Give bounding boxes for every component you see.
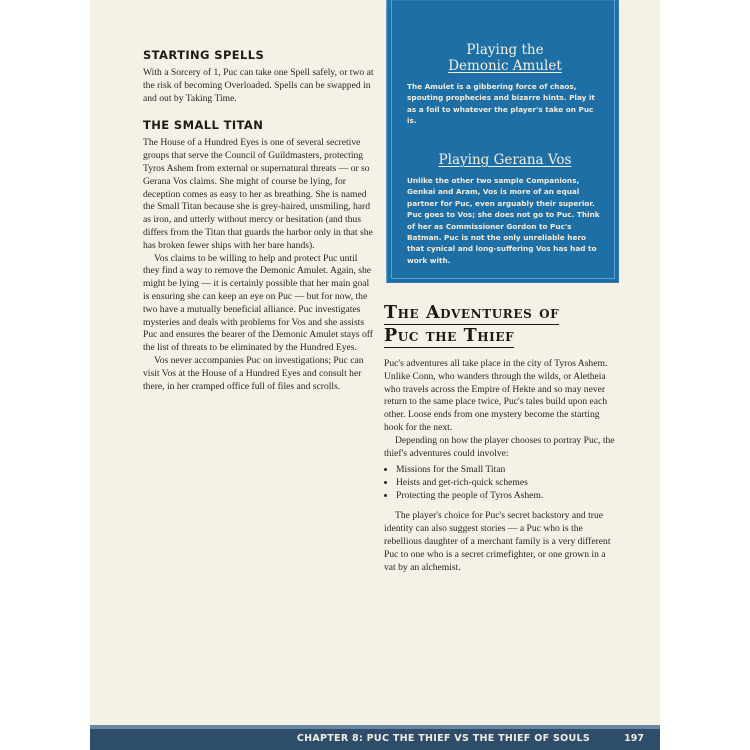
- page-number: 197: [624, 733, 644, 744]
- starting-spells-paragraph: With a Sorcery of 1, Puc can take one Spell safely, or two at the risk of becoming Overloaded. Spells can be swapped in and out by Taking Time.: [143, 67, 374, 104]
- adventures-intro: Puc's adventures all take place in the city of Tyros Ashem. Unlike Conn, who wanders through the wilds, or Aletheia who travels across the Empire of Hekte and so may never return to the same place twice, Puc's tales build upon each other. Loose ends from one mystery become the starting hook for the next.: [384, 358, 608, 433]
- chapter-title: CHAPTER 8: PUC THE THIEF VS THE THIEF OF SOULS: [296, 733, 590, 744]
- small-titan-paragraph-3: Vos never accompanies Puc on investigations; Puc can visit Vos at the House of a Hundred Eyes and consult her there, in her cramped office full of files and scrolls.: [143, 354, 364, 392]
- small-titan-paragraph-1: The House of a Hundred Eyes is one of several secretive groups that serve the Council of Guildmasters, protecting Tyros Ashem from external or supernatural threats — or so Gerana Vos claims. She might of course be lying, for deception comes as easy to her as breathing. She is named the Small Titan because she is grey-haired, unsmiling, hard as iron, and utterly without mercy or hesitation (and thus differs from the Titan that guards the harbor only in that she has broken fewer ships with her bare hands).: [143, 137, 373, 251]
- adventures-closing: The player's choice for Puc's secret backstory and true identity can also suggest stories — a Puc who is the rebellious daughter of a merchant family is a very different Puc to one who is a secret crimefighter, or one grown in a vat by an alchemist.: [384, 510, 611, 573]
- left-column: [143, 48, 375, 393]
- vos-sidebar-section: [407, 152, 603, 266]
- small-titan-paragraph-2: Vos claims to be willing to help and protect Puc until they find a way to remove the Demonic Amulet. Again, she might be lying — it is certainly possible that her main goal is ensuring she can keep an eye on Puc — but for now, the two have a mutually beneficial alliance. Puc investigates mysteries and deals with problems for Vos and she assists Puc and ensures the bearer of the Demonic Amulet stays off the list of threats to be eliminated by the Hundred Eyes.: [143, 252, 374, 354]
- vos-sidebar-text: Unlike the other two sample Companions, Genkai and Aram, Vos is more of an equal partner for Puc, even arguably their superior. Puc goes to Vos; she does not go to Puc. Think of her as Commissioner Gordon to Puc's Batman. Puc is not the only unreliable hero that cynical and long-suffering Vos has had to work with.: [407, 176, 600, 265]
- starting-spells-heading: STARTING SPELLS: [143, 48, 265, 62]
- footer-strip: [90, 725, 660, 729]
- list-item: • Missions for the Small Titan: [396, 463, 616, 476]
- adventures-list: [384, 463, 616, 502]
- page-footer: [90, 725, 660, 750]
- vos-title: Playing Gerana Vos: [438, 152, 572, 168]
- adventures-heading: [384, 302, 616, 348]
- right-column: [384, 302, 616, 574]
- adventures-heading-line1: The Adventures of: [384, 303, 560, 323]
- adventures-heading-line2: Puc the Thief: [384, 326, 515, 346]
- small-titan-heading: THE SMALL TITAN: [143, 118, 264, 133]
- adventures-lead: Depending on how the player chooses to portray Puc, the thief's adventures could involve:: [384, 434, 615, 459]
- sidebar-box: [386, 0, 619, 283]
- list-item: • Heists and get-rich-quick schemes: [396, 476, 616, 489]
- list-item: • Protecting the people of Tyros Ashem.: [396, 489, 616, 502]
- amulet-title-line1: Playing the: [466, 42, 544, 58]
- book-page: [90, 0, 660, 750]
- amulet-title-line2: Demonic Amulet: [448, 58, 562, 74]
- amulet-sidebar-text: The Amulet is a gibbering force of chaos, spouting prophecies and bizarre hints. Play it as a foil to whatever the player's take on Puc is.: [407, 82, 595, 126]
- amulet-sidebar-section: [407, 42, 603, 127]
